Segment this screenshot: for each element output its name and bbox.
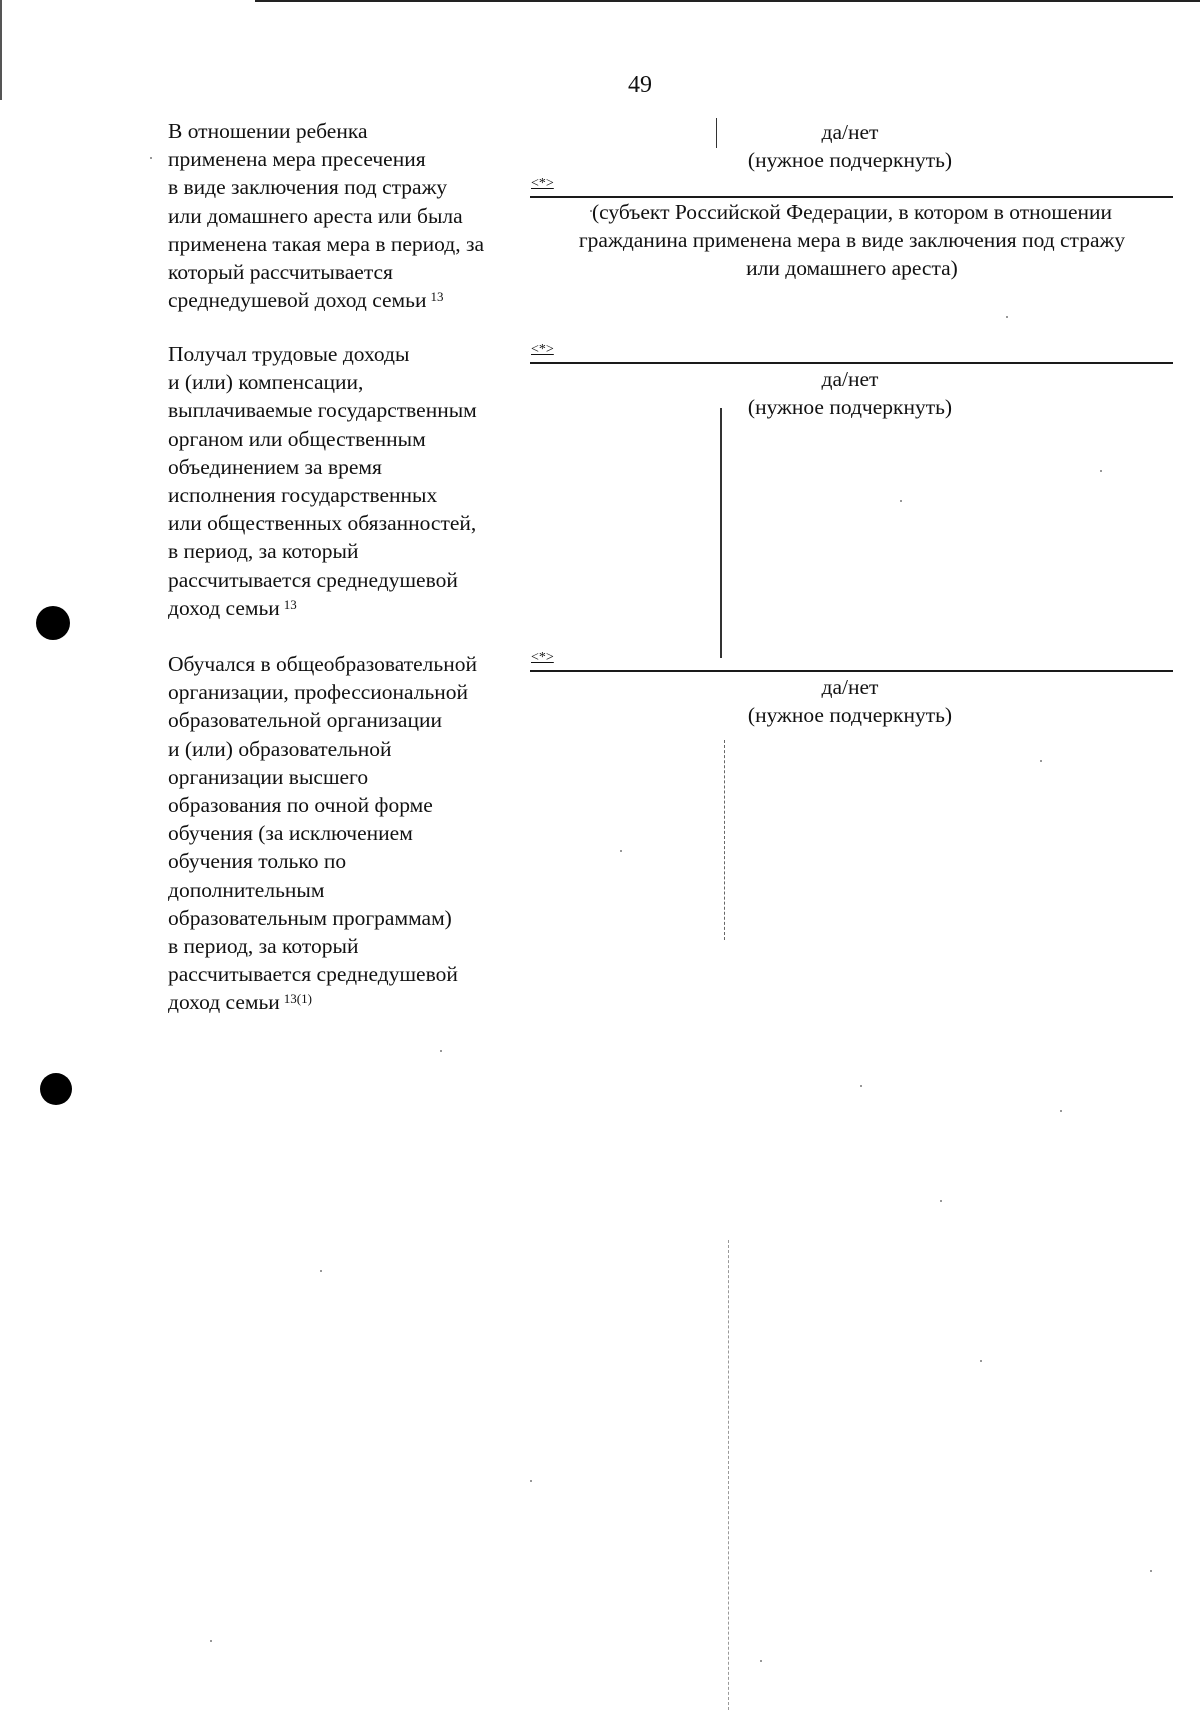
page-number: 49	[628, 72, 652, 98]
scan-speck	[620, 850, 622, 852]
punch-hole-2	[40, 1073, 72, 1105]
question-1-answer-label[interactable]: да/нет	[821, 120, 879, 144]
question-3-marker: <*>	[531, 650, 554, 665]
scan-speck	[440, 1050, 442, 1052]
scan-speck	[1150, 1570, 1152, 1572]
top-vertical-tick	[716, 118, 717, 148]
question-1-text	[168, 117, 530, 314]
question-3-vertical-rule	[724, 740, 725, 940]
scan-speck	[760, 1660, 762, 1662]
question-3-footnote: 13(1)	[283, 991, 312, 1007]
scan-speck	[1006, 316, 1008, 318]
question-2-body: Получал трудовые доходы и (или) компенсации, выплачиваемые государственным органом или общественным объединением за время исполнения государственных или общественных обязанностей, в период, за который рассчитывается среднедушевой доход семьи	[168, 342, 477, 620]
scan-speck	[1040, 760, 1042, 762]
top-border-line	[255, 0, 1200, 2]
question-2-answer-label[interactable]: да/нет	[821, 367, 879, 391]
punch-hole-1	[36, 606, 70, 640]
question-3-answer-label[interactable]: да/нет	[821, 675, 879, 699]
scan-speck	[900, 500, 902, 502]
question-2-marker: <*>	[531, 342, 554, 357]
scan-speck	[1100, 470, 1102, 472]
question-1-body: В отношении ребенка применена мера пресечения в виде заключения под стражу или домашнего ареста или была применена такая мера в период, за который рассчитывается среднедушевой доход семьи	[168, 119, 485, 313]
question-1-caption: (субъект Российской Федерации, в котором в отношении гражданина применена мера в виде заключения под стражу или домашнего ареста)	[578, 200, 1126, 280]
question-1-answer-hint: (нужное подчеркнуть)	[747, 148, 953, 172]
left-scan-edge	[0, 0, 2, 100]
scan-speck	[210, 1640, 212, 1642]
question-2-text	[168, 340, 530, 622]
scan-speck	[150, 157, 152, 159]
question-1-answer	[700, 118, 1000, 174]
scan-speck	[530, 1480, 532, 1482]
scan-speck	[940, 1200, 942, 1202]
question-3-answer	[700, 673, 1000, 729]
question-2-footnote: 13	[283, 596, 297, 612]
scan-speck	[590, 210, 592, 212]
question-3-entry-line[interactable]	[530, 670, 1173, 672]
question-3-body: Обучался в общеобразовательной организации, профессиональной образовательной организации и (или) образовательной организации высшего образования по очной форме обучения (за исключением обучения только по дополнительным образовательным программам) в период, за который рассчитывается среднедушевой доход семьи	[168, 652, 477, 1015]
question-1-footnote: 13	[430, 289, 444, 305]
question-3-answer-hint: (нужное подчеркнуть)	[747, 703, 953, 727]
scan-speck	[320, 1270, 322, 1272]
scan-speck	[1060, 1110, 1062, 1112]
scan-speck	[860, 1085, 862, 1087]
question-2-answer	[700, 365, 1000, 421]
question-2-entry-line[interactable]	[530, 362, 1173, 364]
question-3-text	[168, 650, 530, 1017]
question-2-answer-hint: (нужное подчеркнуть)	[747, 395, 953, 419]
question-1-marker: <*>	[531, 176, 554, 191]
question-2-vertical-rule	[720, 408, 722, 658]
scan-speck	[980, 1360, 982, 1362]
scan-artifact-line	[728, 1240, 729, 1710]
